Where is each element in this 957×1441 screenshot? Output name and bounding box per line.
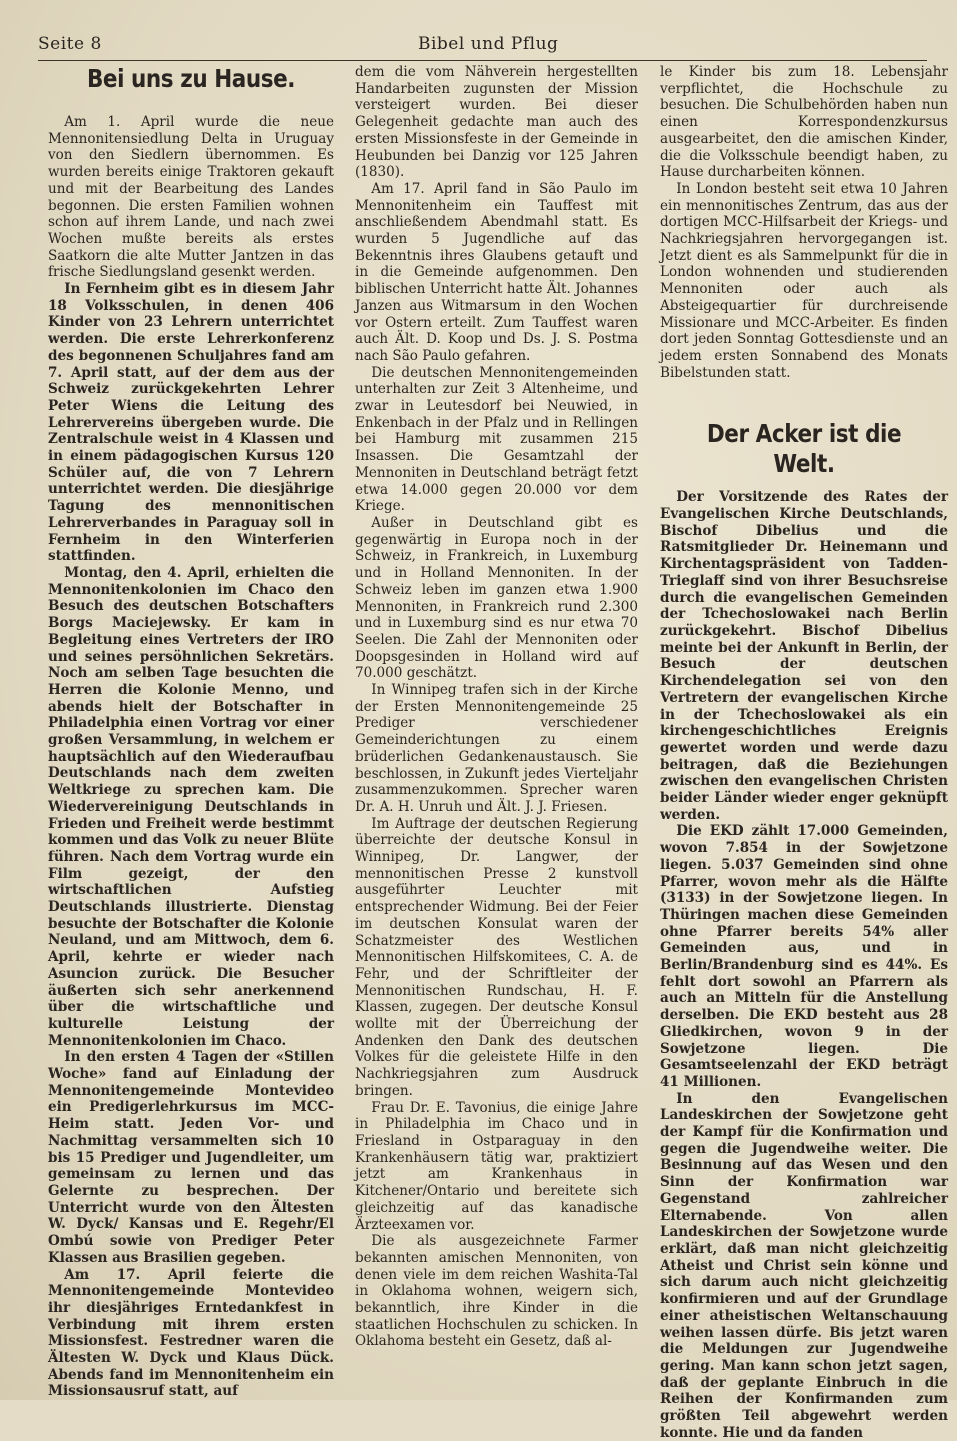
journal-title: Bibel und Pflug [418,34,559,54]
article-paragraph: dem die vom Nähverein hergestellten Handarbeiten zugunsten der Mission versteigert wurden. Bei dieser Gelegenheit gedachte man auch des ersten Missionsfeste in der Gemeinde in Heubunden bei Danzig vor 125 Jahren (1830). [355,64,638,181]
article-paragraph: In den Evangelischen Landeskirchen der Sowjetzone geht der Kampf für die Konfirmation und gegen die Jugendweihe weiter. Die Besinnung auf das Wesen und den Sinn der Konfirmation war Gegenstand zahlreicher Elternabende. Von allen Landeskirchen der Sowjetzone wurde erklärt, daß man nicht gleichzeitig Atheist und Christ sein könne und sich darum auch nicht gleichzeitig konfirmieren und auf der Grundlage einer atheistischen Weltanschauung weihen lassen dürfe. Bis jetzt waren die Meldungen zur Jugendweihe gering. Man kann schon jetzt sagen, daß der geplante Einbruch in die Reihen der Konfirmanden zum größten Teil abgewehrt werden konnte. Hie und da fanden [660,1090,948,1441]
page-number: Seite 8 [38,34,102,54]
article-paragraph: Am 1. April wurde die neue Mennonitensiedlung Delta in Uruguay von den Siedlern übernommen. Es wurden bereits einige Traktoren gekauft und mit der Bearbeitung des Landes begonnen. Die ersten Familien wohnen schon auf ihrem Lande, und nach zwei Wochen mußte bereits als erstes Saatkorn die alte Mutter Jantzen in das frische Siedlungsland gesenkt werden. [48,114,334,281]
article-paragraph: Montag, den 4. April, erhielten die Mennonitenkolonien im Chaco den Besuch des deutschen Botschafters Borgs Maciejewsky. Er kam in Begleitung eines Vertreters der IRO und seines persöhnlichen Sekretärs. Noch am selben Tage besuchten die Herren die Kolonie Menno, und abends hielt der Botschafter in Philadelphia einen Vortrag vor einer großen Versammlung, in welchem er hauptsächlich auf den Wiederaufbau Deutschlands nach dem zweiten Weltkriege zu sprechen kam. Die Wiedervereinigung Deutschlands in Frieden und Freiheit werde bestimmt kommen und das Volk zu neuer Blüte führen. Nach dem Vortrag wurde ein Film gezeigt, der den wirtschaftlichen Aufstieg Deutschlands illustrierte. Dienstag besuchte der Botschafter die Kolonie Neuland, und am Mittwoch, dem 6. April, kehrte er wieder nach Asuncion zurück. Die Besucher äußerten sich sehr anerkennend über die wirtschaftliche und kulturelle Leistung der Mennonitenkolonien im Chaco. [48,564,334,1049]
column-2 [355,64,638,1382]
section-heading-bei-uns-zu-hause: Bei uns zu Hause. [86,64,296,93]
section-heading-der-acker-ist-die-welt: Der Acker ist die Welt. [706,419,902,479]
article-paragraph: le Kinder bis zum 18. Lebensjahr verpflichtet, die Hochschule zu besuchen. Die Schulbehörden haben nun einen Korrespondenzkursus ausgearbeitet, den die amischen Kinder, die die Volksschule beendigt haben, zu Hause durcharbeiten können. [660,64,948,181]
article-paragraph: In Fernheim gibt es in diesem Jahr 18 Volksschulen, in denen 406 Kinder von 23 Lehrern unterrichtet werden. Die erste Lehrerkonferenz des begonnenen Schuljahres fand am 7. April statt, auf der dem aus der Schweiz zurückgekehrten Lehrer Peter Wiens die Leitung des Lehrervereins übergeben wurde. Die Zentralschule weist in 4 Klassen und in einem pädagogischen Kursus 120 Schüler auf, die von 7 Lehrern unterrichtet werden. Die diesjährige Tagung des mennonitischen Lehrerverbandes in Paraguay soll in Fernheim in den Winterferien stattfinden. [48,281,334,565]
article-paragraph: In London besteht seit etwa 10 Jahren ein mennonitisches Zentrum, das aus der dortigen MCC-Hilfsarbeit der Kriegs- und Nachkriegsjahren hervorgegangen ist. Jetzt dient es als Sammelpunkt für die in London wohnenden und studierenden Mennoniten oder auch als Absteigequartier für durchreisende Missionare und MCC-Arbeiter. Es finden dort jeden Sonntag Gottesdienste und an jedem ersten Sonnabend des Monats Bibelstunden statt. [660,180,948,381]
article-paragraph: Am 17. April feierte die Mennonitengemeinde Montevideo ihr diesjähriges Erntedankfest in Verbindung mit ihrem ersten Missionsfest. Festredner waren die Ältesten W. Dyck und Klaus Dück. Abends fand im Mennonitenheim ein Missionsausruf statt, auf [48,1266,334,1400]
article-paragraph: Frau Dr. E. Tavonius, die einige Jahre in Philadelphia im Chaco und in Friesland in Ostparaguay in den Krankenhäusern tätig war, praktiziert jetzt am Krankenhaus in Kitchener/Ontario und bereitete sich gleichzeitig auf das kanadische Ärzteexamen vor. [355,1099,638,1233]
article-paragraph: In den ersten 4 Tagen der «Stillen Woche» fand auf Einladung der Mennonitengemeinde Montevideo ein Predigerlehrkursus im MCC-Heim statt. Jeden Vor- und Nachmittag versammelten sich 10 bis 15 Prediger und Jugendleiter, um gemeinsam zu lernen und das Gelernte zu besprechen. Der Unterricht wurde von den Ältesten W. Dyck/ Kansas und E. Regehr/El Ombú sowie von Prediger Peter Klassen aus Brasilien gegeben. [48,1049,334,1266]
article-paragraph: Der Vorsitzende des Rates der Evangelischen Kirche Deutschlands, Bischof Dibelius und die Ratsmitglieder Dr. Heinemann und Kirchentagspräsident von Tadden-Trieglaff sind von ihrer Besuchsreise durch die evangelischen Gemeinden der Tchechoslowakei nach Berlin zurückgekehrt. Bischof Dibelius meinte bei der Ankunft in Berlin, der Besuch der deutschen Kirchendelegation sei von den Vertretern der evangelischen Kirche in der Tchechoslowakei als ein kirchengeschichtliches Ereignis gewertet worden und werde dazu beitragen, daß die Beziehungen zwischen den evangelischen Christen beider Länder wieder enger geknüpft werden. [660,489,948,823]
article-paragraph: Außer in Deutschland gibt es gegenwärtig in Europa noch in der Schweiz, in Frankreich, in Luxemburg und in Holland Mennoniten. In der Schweiz leben im ganzen etwa 1.900 Mennoniten, in Frankreich rund 2.300 und in Luxemburg sind es nur etwa 70 Seelen. Die Zahl der Mennoniten oder Doopsgesinden in Holland wird auf 70.000 geschätzt. [355,514,638,682]
article-paragraph: Die EKD zählt 17.000 Gemeinden, wovon 7.854 in der Sowjetzone liegen. 5.037 Gemeinden sind ohne Pfarrer, wovon mehr als die Hälfte (3133) in der Sowjetzone liegen. In Thüringen machen diese Gemeinden ohne Pfarrer bereits 54% aller Gemeinden aus, und in Berlin/Brandenburg sind es 44%. Es fehlt dort sowohl an Pfarrern als auch an Mitteln für die Anstellung derselben. Die EKD besteht aus 28 Gliedkirchen, wovon 9 in der Sowjetzone liegen. Die Gesamtseelenzahl der EKD beträgt 41 Millionen. [660,823,948,1090]
column-3 [660,64,948,1441]
article-paragraph: Die als ausgezeichnete Farmer bekannten amischen Mennoniten, von denen viele im dem reichen Washita-Tal in Oklahoma wohnen, weigern sich, bekanntlich, ihre Kinder in die staatlichen Hochschulen zu schicken. In Oklahoma besteht ein Gesetz, daß al- [355,1233,638,1350]
article-paragraph: In Winnipeg trafen sich in der Kirche der Ersten Mennonitengemeinde 25 Prediger verschiedener Gemeinderichtungen zu einem brüderlichen Gedankenaustausch. Sie beschlossen, in Zukunft jedes Vierteljahr zusammenzukommen. Sprecher waren Dr. A. H. Unruh und Ält. J. J. Friesen. [355,682,638,815]
article-paragraph: Im Auftrage der deutschen Regierung überreichte der deutsche Konsul in Winnipeg, Dr. Langwer, der mennonitischen Presse 2 kunstvoll ausgeführter Leuchter mit entsprechender Widmung. Bei der Feier im deutschen Konsulat waren der Schatzmeister des Westlichen Mennonitischen Hilfskomitees, C. A. de Fehr, und der Schriftleiter der Mennonitischen Rundschau, H. F. Klassen, zugegen. Der deutsche Konsul wollte mit der Überreichung der Andenken den Dank des deutschen Volkes für die geleistete Hilfe in den Nachkriegsjahren zum Ausdruck bringen. [355,815,638,1099]
article-paragraph: Am 17. April fand in São Paulo im Mennonitenheim ein Tauffest mit anschließendem Abendmahl statt. Es wurden 5 Jugendliche auf das Bekenntnis ihres Glaubens getauft und in die Gemeinde aufgenommen. Den biblischen Unterricht hatte Ält. Johannes Janzen aus Witmarsum in den Wochen vor Ostern erteilt. Zum Tauffest waren auch Ält. D. Koop und Ds. J. S. Postma nach São Paulo gefahren. [355,180,638,364]
column-1 [48,64,334,1400]
page-header [38,32,927,61]
article-paragraph: Die deutschen Mennonitengemeinden unterhalten zur Zeit 3 Altenheime, und zwar in Leutesdorf bei Neuwied, in Enkenbach in der Pfalz und in Rellingen bei Hamburg mit zusammen 215 Insassen. Die Gesamtzahl der Mennoniten in Deutschland beträgt fetzt etwa 14.000 gegen 20.000 vor dem Kriege. [355,364,638,515]
